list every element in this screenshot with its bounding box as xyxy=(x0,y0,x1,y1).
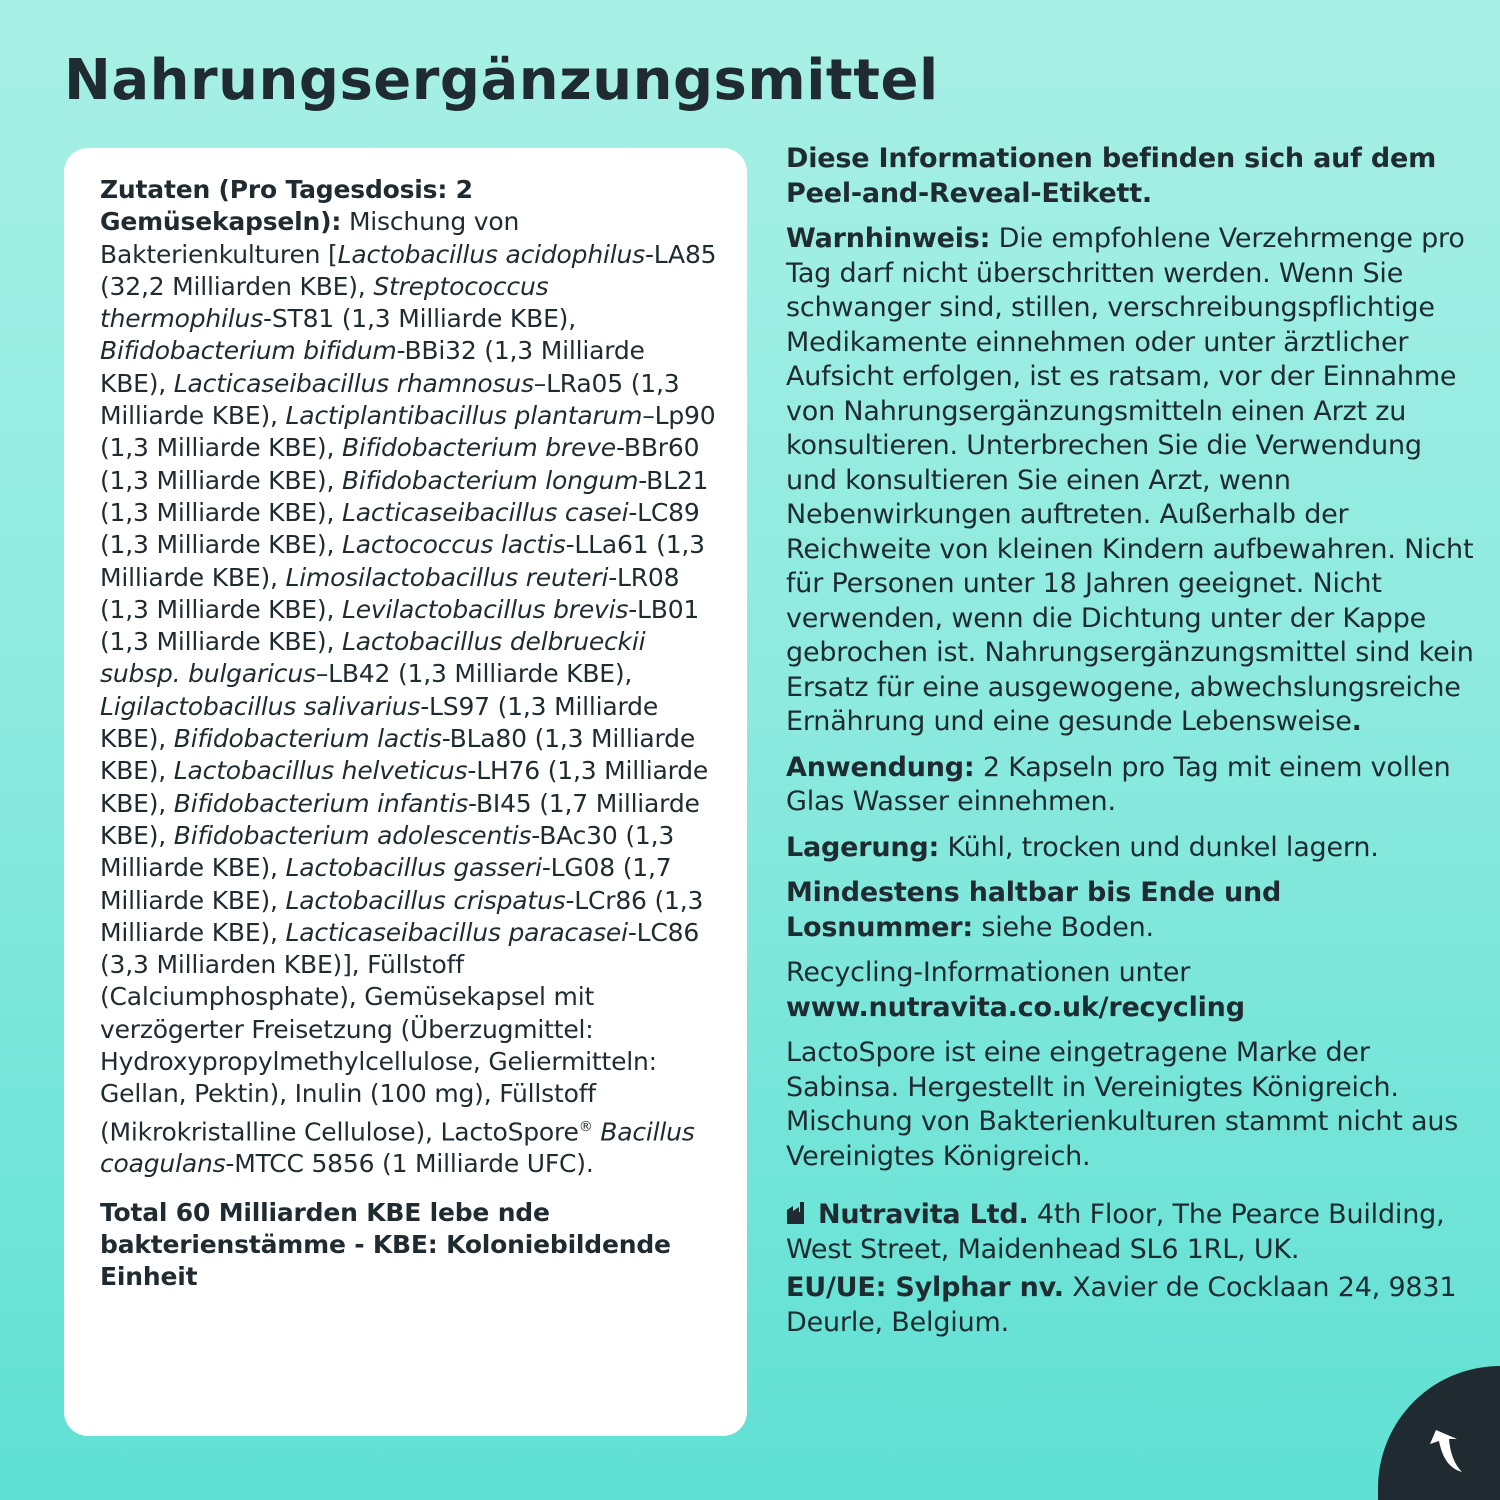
strain-code: -LS97 (1,3 Milliarde KBE), xyxy=(100,691,659,754)
strain-name: Lactococcus lactis xyxy=(341,530,566,560)
strain-code: -BBr60 (1,3 Milliarde KBE), xyxy=(100,433,700,495)
peel-notice: Diese Informationen befinden sich auf dem Peel-and-Reveal-Etikett. xyxy=(786,143,1437,209)
bacillus-code: -MTCC 5856 (1 Milliarde UFC). xyxy=(225,1149,594,1179)
page-title: Nahrungsergänzungsmittel xyxy=(64,48,939,113)
eu-label: EU/UE: Sylphar nv. xyxy=(786,1272,1064,1303)
strain-name: Lactobacillus helveticus xyxy=(173,756,468,786)
warning-text: Die empfohlene Verzehrmenge pro Tag darf nicht überschritten werden. Wenn Sie schwanger sind, stillen, verschreibungspflichtige Medikamente einnehmen oder unter ärztlicher Aufsicht erfolgen, ist es ratsam, vor der Einnahme von Nahrungsergänzungsmitteln einen Arzt zu konsultieren. Unterbrechen Sie die Verwendung und konsultieren Sie einen Arzt, wenn Nebenwirkungen auftreten. Außerhalb der Reichweite von kleinen Kindern aufbewahren. Nicht für Personen unter 18 Jahren geeignet. Nicht verwenden, wenn die Dichtung unter der Kappe gebrochen ist. Nahrungsergänzungsmittel sind kein Ersatz für eine ausgewogene, abwechslungsreiche Ernährung und eine gesunde Lebensweise xyxy=(786,223,1474,737)
warning-end: . xyxy=(1351,706,1362,737)
strain-code: –LB42 (1,3 Milliarde KBE), xyxy=(315,659,633,689)
bestbefore-section xyxy=(786,876,1476,945)
strain-code: -BLa80 (1,3 Milliarde KBE), xyxy=(100,724,695,786)
manufacturer-section xyxy=(786,1198,1476,1267)
manufacturer-name: Nutravita Ltd. xyxy=(818,1199,1029,1230)
strain-code: -LB01 (1,3 Milliarde KBE), xyxy=(100,594,700,657)
recycling-section xyxy=(786,956,1476,1025)
strain-name: Lacticaseibacillus paracasei xyxy=(285,917,628,947)
warning-label: Warnhinweis: xyxy=(786,223,991,254)
ingredients-card xyxy=(64,148,747,1436)
strain-code: -ST81 (1,3 Milliarde KBE), xyxy=(263,304,576,334)
ingredients-heading: Zutaten (Pro Tagesdosis: 2 Gemüsekapseln): xyxy=(100,175,473,237)
strain-code: -LA85 (32,2 Milliarden KBE), xyxy=(100,239,717,301)
arrow-icon xyxy=(1428,1424,1468,1476)
strain-code: -BBi32 (1,3 Milliarde KBE), xyxy=(100,336,645,398)
strain-name: Bifidobacterium lactis xyxy=(173,724,442,754)
ingredients-total: Total 60 Milliarden KBE lebe nde bakterienstämme - KBE: Koloniebildende Einheit xyxy=(100,1197,671,1291)
strain-code: -LC89 (1,3 Milliarde KBE), xyxy=(100,497,700,560)
bestbefore-text: siehe Boden. xyxy=(972,911,1154,943)
strain-name: Lactiplantibacillus plantarum xyxy=(285,401,643,431)
warning-section xyxy=(786,222,1476,740)
strain-name: Lacticaseibacillus rhamnosus xyxy=(173,368,534,398)
eu-section xyxy=(786,1271,1476,1340)
bacillus-name: Bacillus coagulans xyxy=(100,1116,695,1179)
strain-name: Bifidobacterium adolescentis xyxy=(173,820,532,850)
strain-name: Ligilactobacillus salivarius xyxy=(100,691,421,721)
strain-name: Limosilactobacillus reuteri xyxy=(285,562,609,592)
strain-code: -LLa61 (1,3 Milliarde KBE), xyxy=(100,530,705,592)
strain-code: -LR08 (1,3 Milliarde KBE), xyxy=(100,562,680,624)
storage-section xyxy=(786,831,1476,866)
eu-address: Xavier de Cocklaan 24, 9831 Deurle, Belgium. xyxy=(786,1272,1457,1338)
strain-code: -LC86 (3,3 Milliarden KBE) xyxy=(100,917,700,980)
strain-name: Bifidobacterium longum xyxy=(341,465,639,495)
strain-code: –LRa05 (1,3 Milliarde KBE), xyxy=(100,368,680,431)
ingredients-text xyxy=(100,174,717,1181)
strain-name: Lactobacillus gasseri xyxy=(285,853,542,883)
usage-label: Anwendung: xyxy=(786,751,975,783)
storage-label: Lagerung: xyxy=(786,831,940,863)
strain-code: -BAc30 (1,3 Milliarde KBE), xyxy=(100,820,675,883)
manufacturer-address: 4th Floor, The Pearce Building, West Street, Maidenhead SL6 1RL, UK. xyxy=(786,1199,1445,1265)
strain-name: Streptococcus thermophilus xyxy=(100,271,549,334)
usage-text: 2 Kapseln pro Tag mit einem vollen Glas Wasser einnehmen. xyxy=(786,751,1451,817)
trademark-text: LactoSpore ist eine eingetragene Marke der Sabinsa. Hergestellt in Vereinigtes Königreich. Mischung von Bakterienkulturen stammt nicht aus Vereinigtes Königreich. xyxy=(786,1037,1459,1172)
factory-icon xyxy=(786,1202,806,1224)
strain-code: –Lp90 (1,3 Milliarde KBE), xyxy=(100,401,716,463)
strain-code: -BL21 (1,3 Milliarde KBE), xyxy=(100,465,709,527)
strain-name: Bifidobacterium infantis xyxy=(173,788,469,818)
ingredients-intro: Mischung von Bakterienkulturen [ xyxy=(100,207,520,269)
strain-code: -LH76 (1,3 Milliarde KBE), xyxy=(100,756,709,818)
registered-mark: ® xyxy=(578,1118,593,1135)
recycling-link[interactable]: www.nutravita.co.uk/recycling xyxy=(786,991,1245,1023)
info-column xyxy=(786,142,1476,1351)
recycling-text: Recycling-Informationen unter xyxy=(786,957,1191,988)
strain-name: Lactobacillus delbrueckii subsp. bulgaricus xyxy=(100,627,646,689)
strain-name: Bifidobacterium breve xyxy=(341,433,616,463)
strain-name: Lactobacillus acidophilus xyxy=(337,239,645,269)
bestbefore-label: Mindestens haltbar bis Ende und Losnummer: xyxy=(786,877,1282,943)
strain-code: -LG08 (1,7 Milliarde KBE), xyxy=(100,853,672,915)
strain-code: -BI45 (1,7 Milliarde KBE), xyxy=(100,788,700,850)
strain-code: -LCr86 (1,3 Milliarde KBE), xyxy=(100,885,704,947)
strain-name: Levilactobacillus brevis xyxy=(341,594,629,624)
strain-name: Bifidobacterium bifidum xyxy=(100,336,397,366)
corner-badge xyxy=(1378,1366,1500,1500)
usage-section xyxy=(786,751,1476,820)
ingredients-rest: ], Füllstoff (Calciumphosphate), Gemüsekapsel mit verzögerter Freisetzung (Überzugmittel: Hydroxypropylmethylcellulose, Geliermitteln: Gellan, Pektin), Inulin (100 mg), Füllstoff (Mikrokristalline Cellulose), LactoSpore xyxy=(100,950,657,1146)
strain-name: Lactobacillus crispatus xyxy=(285,885,566,915)
strain-name: Lacticaseibacillus casei xyxy=(341,497,629,527)
storage-text: Kühl, trocken und dunkel lagern. xyxy=(939,831,1379,863)
strain-list xyxy=(100,240,716,980)
